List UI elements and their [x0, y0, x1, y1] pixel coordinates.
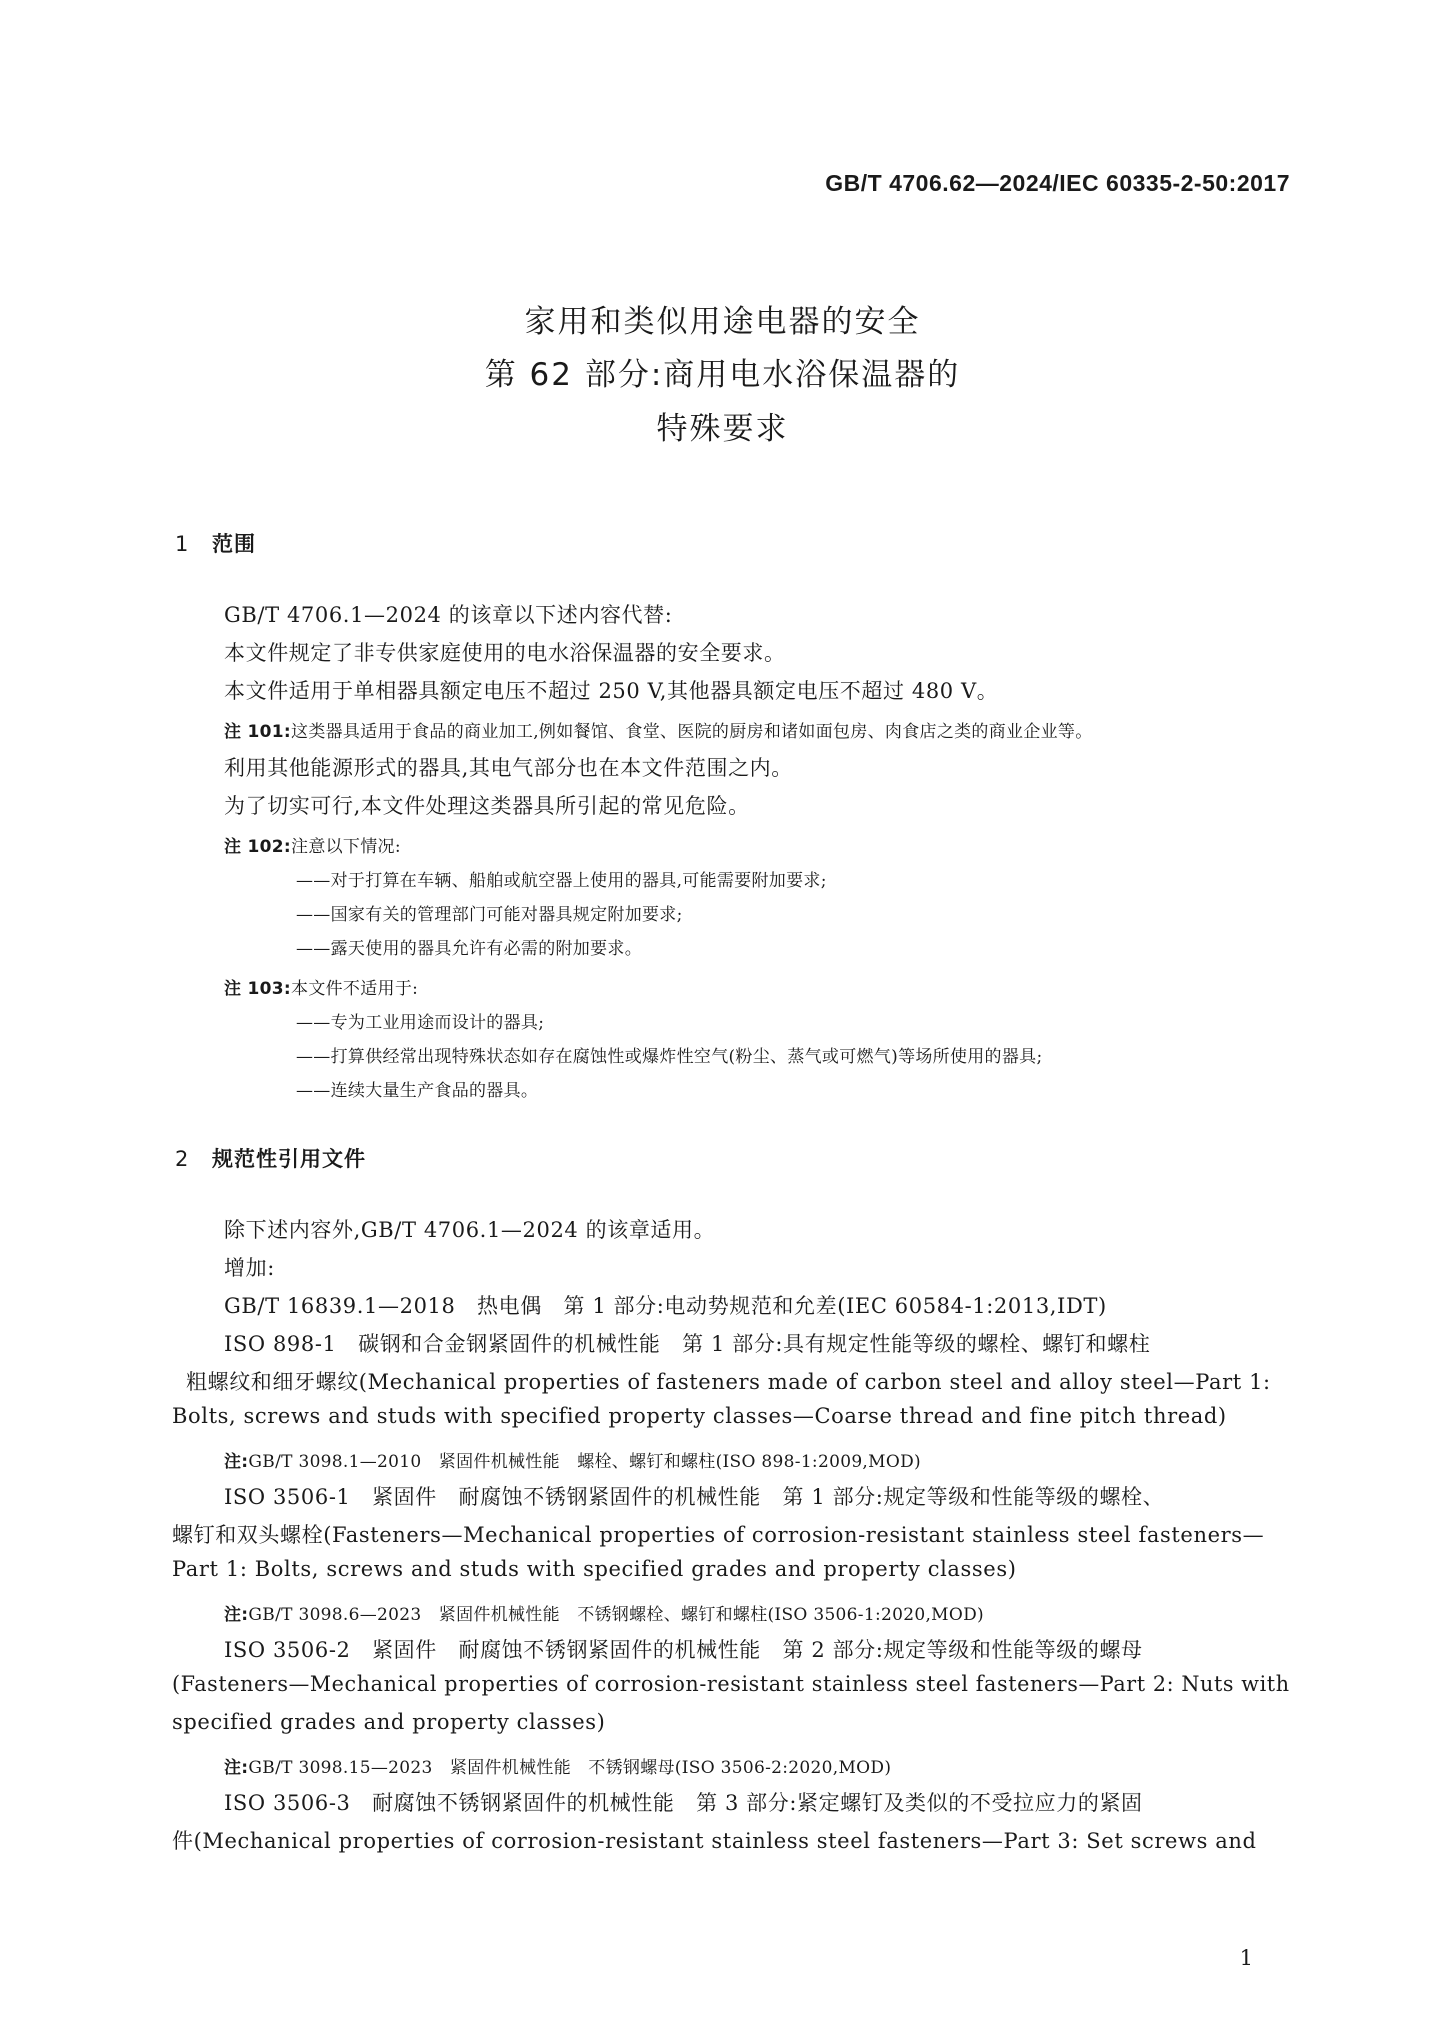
page-number: 1 [1239, 1946, 1253, 1970]
note-label: 注: [224, 1605, 249, 1625]
reference-entry: ISO 3506-3 耐腐蚀不锈钢紧固件的机械性能 第 3 部分:紧定螺钉及类似的不受拉应力的紧固 [224, 1791, 1143, 1815]
note-list-item: ——连续大量生产食品的器具。 [296, 1081, 539, 1101]
note-102 [224, 832, 401, 857]
section-title: 规范性引用文件 [212, 1147, 366, 1171]
note-label: 注 103: [224, 979, 292, 999]
reference-entry: 螺钉和双头螺栓(Fasteners—Mechanical properties of corrosion-resistant stainless steel fasteners— [172, 1523, 1265, 1547]
note-list-item: ——露天使用的器具允许有必需的附加要求。 [296, 939, 642, 959]
reference-entry: specified grades and property classes) [172, 1710, 606, 1734]
reference-note [224, 1600, 984, 1625]
paragraph: 利用其他能源形式的器具,其电气部分也在本文件范围之内。 [224, 756, 793, 780]
note-text: GB/T 3098.6—2023 紧固件机械性能 不锈钢螺栓、螺钉和螺柱(ISO 3506-1:2020,MOD) [248, 1605, 984, 1625]
paragraph: 本文件规定了非专供家庭使用的电水浴保温器的安全要求。 [224, 641, 786, 665]
note-text: 注意以下情况: [291, 837, 401, 857]
note-text: 本文件不适用于: [291, 979, 419, 999]
reference-entry: Part 1: Bolts, screws and studs with specified grades and property classes) [172, 1557, 1017, 1581]
note-text: GB/T 3098.1—2010 紧固件机械性能 螺栓、螺钉和螺柱(ISO 898-1:2009,MOD) [248, 1452, 921, 1472]
paragraph: 增加: [224, 1256, 275, 1280]
title-line-2: 第 62 部分:商用电水浴保温器的 [484, 357, 961, 393]
reference-note [224, 1447, 921, 1472]
section-number: 2 [175, 1147, 190, 1171]
note-list-item: ——专为工业用途而设计的器具; [296, 1013, 545, 1033]
note-text: GB/T 3098.15—2023 紧固件机械性能 不锈钢螺母(ISO 3506-2:2020,MOD) [248, 1758, 892, 1778]
reference-entry: ISO 3506-2 紧固件 耐腐蚀不锈钢紧固件的机械性能 第 2 部分:规定等级和性能等级的螺母 [224, 1638, 1143, 1662]
paragraph: GB/T 4706.1—2024 的该章以下述内容代替: [224, 603, 673, 627]
title-line-1: 家用和类似用途电器的安全 [524, 304, 921, 340]
reference-entry: GB/T 16839.1—2018 热电偶 第 1 部分:电动势规范和允差(IEC 60584-1:2013,IDT) [224, 1294, 1107, 1318]
paragraph: 除下述内容外,GB/T 4706.1—2024 的该章适用。 [224, 1218, 716, 1242]
section-2-heading [175, 1143, 366, 1173]
paragraph: 本文件适用于单相器具额定电压不超过 250 V,其他器具额定电压不超过 480 V。 [224, 679, 999, 703]
note-101 [224, 717, 1093, 742]
reference-entry: ISO 898-1 碳钢和合金钢紧固件的机械性能 第 1 部分:具有规定性能等级的螺栓、螺钉和螺柱 [224, 1332, 1151, 1356]
note-list-item: ——对于打算在车辆、船舶或航空器上使用的器具,可能需要附加要求; [296, 871, 827, 891]
section-1-heading [175, 528, 256, 558]
note-103 [224, 974, 418, 999]
reference-entry: 件(Mechanical properties of corrosion-resistant stainless steel fasteners—Part 3: Set screws and [172, 1829, 1257, 1853]
note-list-item: ——打算供经常出现特殊状态如存在腐蚀性或爆炸性空气(粉尘、蒸气或可燃气)等场所使用的器具; [296, 1047, 1043, 1067]
paragraph: 为了切实可行,本文件处理这类器具所引起的常见危险。 [224, 794, 750, 818]
note-label: 注: [224, 1758, 249, 1778]
reference-entry: 粗螺纹和细牙螺纹(Mechanical properties of fasteners made of carbon steel and alloy steel—Part 1: [186, 1370, 1271, 1394]
reference-note [224, 1753, 891, 1778]
reference-entry: (Fasteners—Mechanical properties of corrosion-resistant stainless steel fasteners—Part 2: Nuts with [172, 1672, 1290, 1696]
section-title: 范围 [212, 532, 256, 556]
note-list-item: ——国家有关的管理部门可能对器具规定附加要求; [296, 905, 683, 925]
note-text: 这类器具适用于食品的商业加工,例如餐馆、食堂、医院的厨房和诸如面包房、肉食店之类的商业企业等。 [291, 722, 1093, 742]
reference-entry: ISO 3506-1 紧固件 耐腐蚀不锈钢紧固件的机械性能 第 1 部分:规定等级和性能等级的螺栓、 [224, 1485, 1165, 1509]
note-label: 注 101: [224, 722, 292, 742]
reference-entry: Bolts, screws and studs with specified property classes—Coarse thread and fine pitch thread) [172, 1404, 1227, 1428]
section-number: 1 [175, 532, 190, 556]
note-label: 注: [224, 1452, 249, 1472]
note-label: 注 102: [224, 837, 292, 857]
standard-number: GB/T 4706.62—2024/IEC 60335-2-50:2017 [825, 170, 1290, 196]
title-line-3: 特殊要求 [656, 411, 789, 447]
